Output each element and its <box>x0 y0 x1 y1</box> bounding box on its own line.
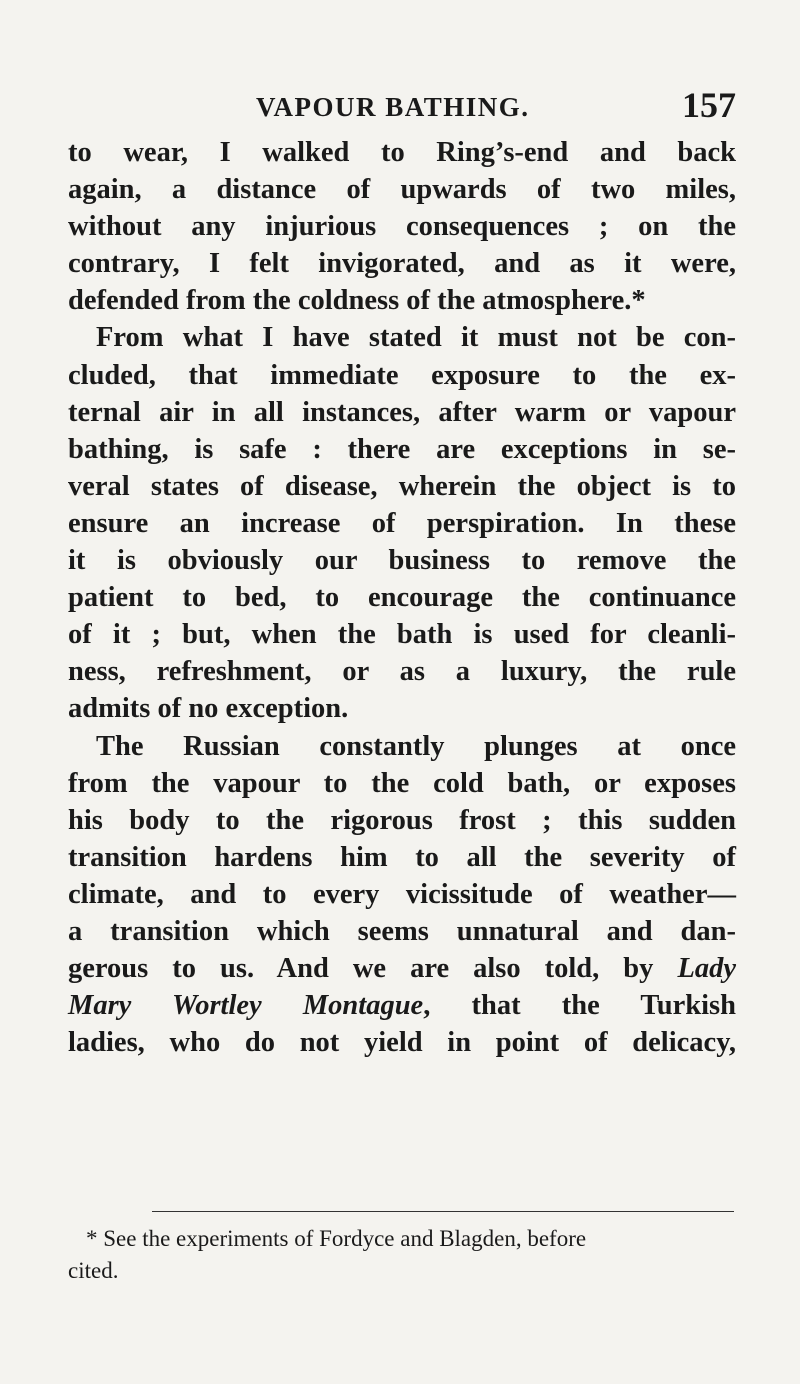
footnote-line: * See the experiments of Fordyce and Blagden, before <box>86 1226 587 1251</box>
text-line: ternal air in all instances, after warm or vapour <box>68 396 736 428</box>
text-line: his body to the rigorous frost ; this sudden <box>68 804 736 836</box>
text-line: The Russian constantly plunges at once <box>96 730 736 762</box>
italic-run: Lady <box>677 953 736 985</box>
footnote-line: cited. <box>68 1258 119 1283</box>
text-line: it is obviously our business to remove the <box>68 545 736 577</box>
text-line: from the vapour to the cold bath, or exposes <box>68 767 736 799</box>
text-line: bathing, is safe : there are exceptions in se- <box>68 433 736 465</box>
italic-run: Mary Wortley Montague <box>68 990 424 1022</box>
text-line: admits of no exception. <box>68 693 349 725</box>
text-line: of it ; but, when the bath is used for cleanli- <box>68 619 736 651</box>
text-line: veral states of disease, wherein the object is to <box>68 470 736 502</box>
text-line: defended from the coldness of the atmosphere.* <box>68 285 646 317</box>
text-line-with-italic <box>68 987 736 1024</box>
text-line: a transition which seems unnatural and dan- <box>68 915 736 947</box>
page-number: 157 <box>682 85 736 125</box>
text-line-with-italic <box>68 950 736 987</box>
text-line: patient to bed, to encourage the continuance <box>68 582 736 614</box>
running-title: VAPOUR BATHING. <box>256 92 530 122</box>
book-page <box>68 0 736 1384</box>
footnote <box>68 1223 736 1287</box>
text-run: , that the Turkish <box>423 990 736 1022</box>
text-line: to wear, I walked to Ring’s-end and back <box>68 137 736 168</box>
text-line: climate, and to every vicissitude of weather— <box>68 878 736 910</box>
text-line: transition hardens him to all the severity of <box>68 841 736 873</box>
text-run: gerous to us. And we are also told, by <box>68 953 678 985</box>
text-line: cluded, that immediate exposure to the ex- <box>68 359 736 391</box>
running-head <box>68 86 736 130</box>
text-line: without any injurious consequences ; on the <box>68 211 736 243</box>
footnote-rule <box>152 1211 734 1212</box>
body-text <box>68 134 736 1061</box>
text-line: contrary, I felt invigorated, and as it were, <box>68 248 736 280</box>
text-line: ladies, who do not yield in point of delicacy, <box>68 1027 736 1059</box>
text-line: ness, refreshment, or as a luxury, the rule <box>68 656 736 688</box>
text-line: ensure an increase of perspiration. In these <box>68 507 736 539</box>
text-line: From what I have stated it must not be con- <box>96 322 736 354</box>
text-line: again, a distance of upwards of two miles, <box>68 174 736 206</box>
